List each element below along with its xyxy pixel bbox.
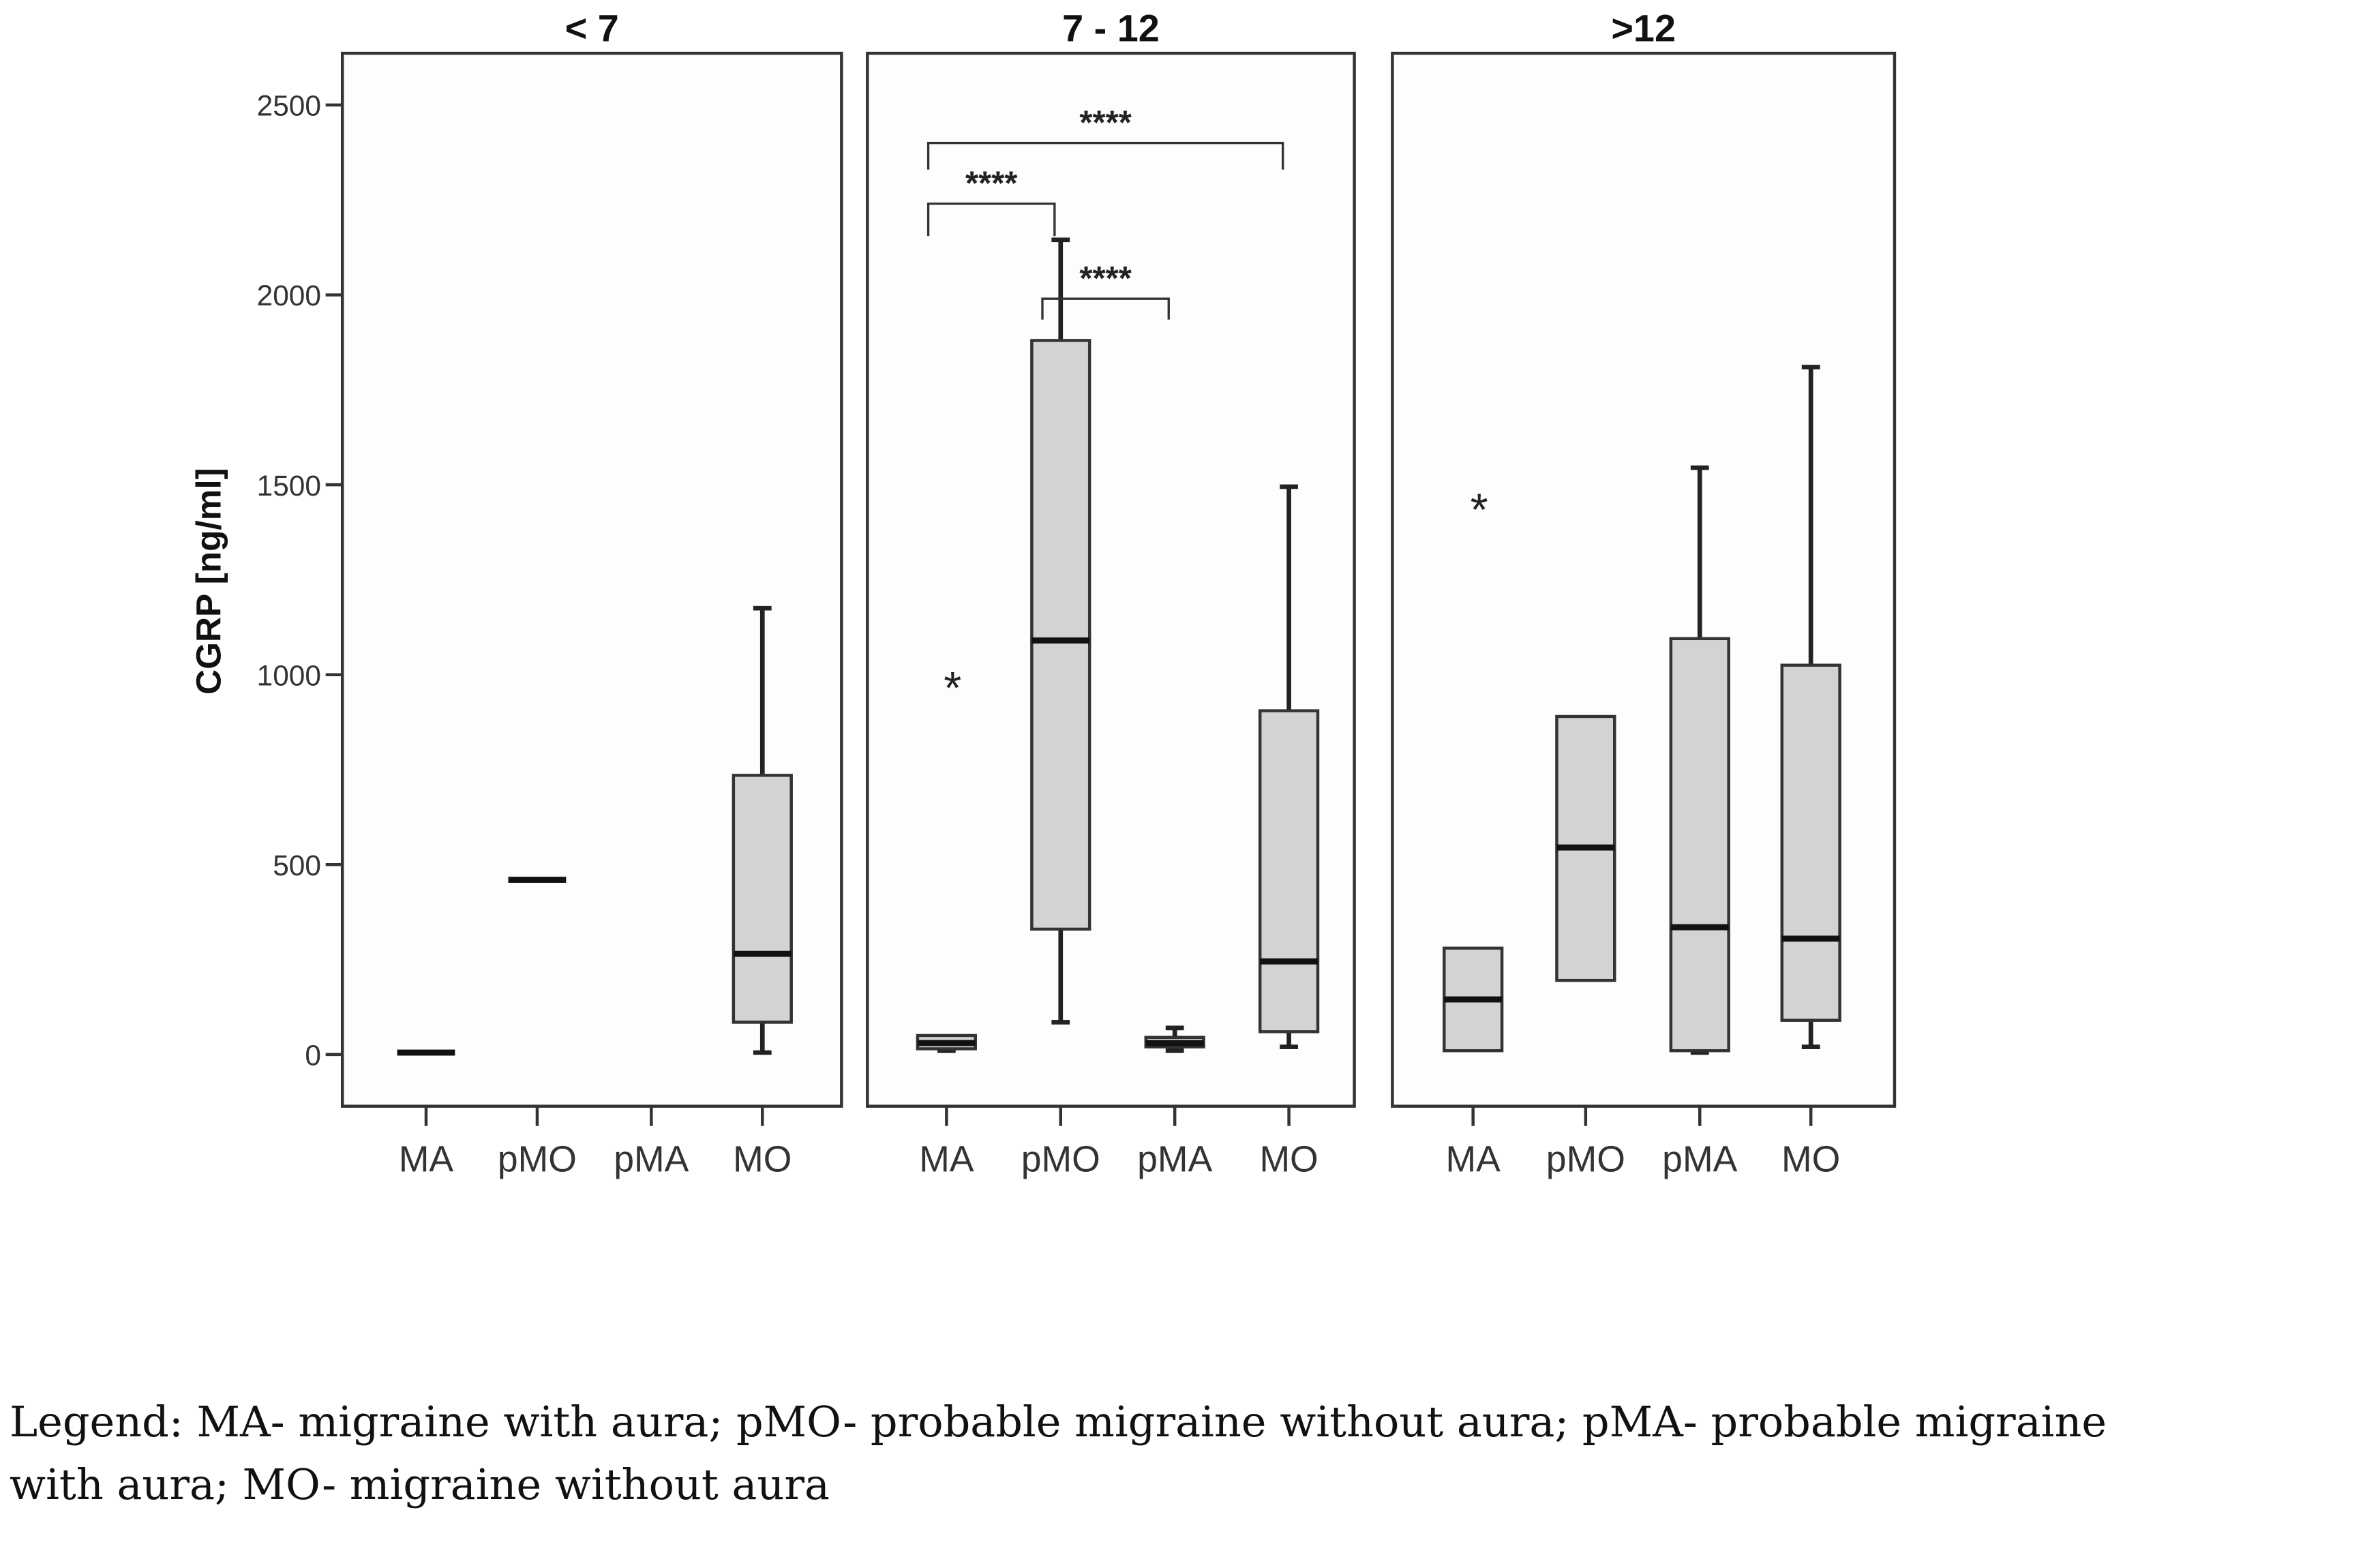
- box-iqr: [734, 775, 792, 1022]
- figure-legend: [10, 1391, 2375, 1516]
- significance-label: ****: [965, 165, 1018, 202]
- y-tick-label: 1500: [256, 469, 321, 502]
- y-tick-label: 500: [273, 849, 321, 881]
- x-tick-label: MA: [1445, 1139, 1501, 1180]
- significance-label: ****: [1079, 104, 1132, 142]
- y-axis-label: CGRP [ng/ml]: [189, 468, 228, 695]
- box-iqr: [1671, 639, 1729, 1050]
- x-tick-label: pMO: [1546, 1139, 1625, 1180]
- significance-label: ****: [1079, 260, 1132, 297]
- x-tick-label: pMA: [614, 1139, 689, 1180]
- x-tick-label: pMA: [1662, 1139, 1738, 1180]
- box-iqr: [1031, 340, 1089, 929]
- panel-title: < 7: [564, 6, 619, 50]
- x-tick-label: MO: [1259, 1139, 1319, 1180]
- legend-line-2: with aura; MO- migraine without aura: [10, 1460, 830, 1509]
- outlier-star-icon: *: [1470, 484, 1488, 536]
- panel-title: 7 - 12: [1062, 6, 1160, 50]
- outlier-star-icon: *: [944, 663, 962, 714]
- x-tick-label: pMA: [1137, 1139, 1213, 1180]
- box-iqr: [1782, 665, 1840, 1021]
- panel-title: >12: [1611, 6, 1676, 50]
- y-tick-label: 2000: [256, 279, 321, 312]
- x-tick-label: MA: [919, 1139, 974, 1180]
- x-tick-label: MA: [398, 1139, 454, 1180]
- box-iqr: [1260, 711, 1318, 1032]
- x-tick-label: MO: [733, 1139, 792, 1180]
- x-tick-label: pMO: [1021, 1139, 1100, 1180]
- y-tick-label: 0: [305, 1039, 321, 1072]
- x-tick-label: MO: [1781, 1139, 1841, 1180]
- y-tick-label: 2500: [256, 89, 321, 122]
- legend-line-1: Legend: MA- migraine with aura; pMO- probable migraine without aura; pMA- probable migraine: [10, 1397, 2107, 1447]
- x-tick-label: pMO: [497, 1139, 577, 1180]
- y-tick-label: 1000: [256, 659, 321, 692]
